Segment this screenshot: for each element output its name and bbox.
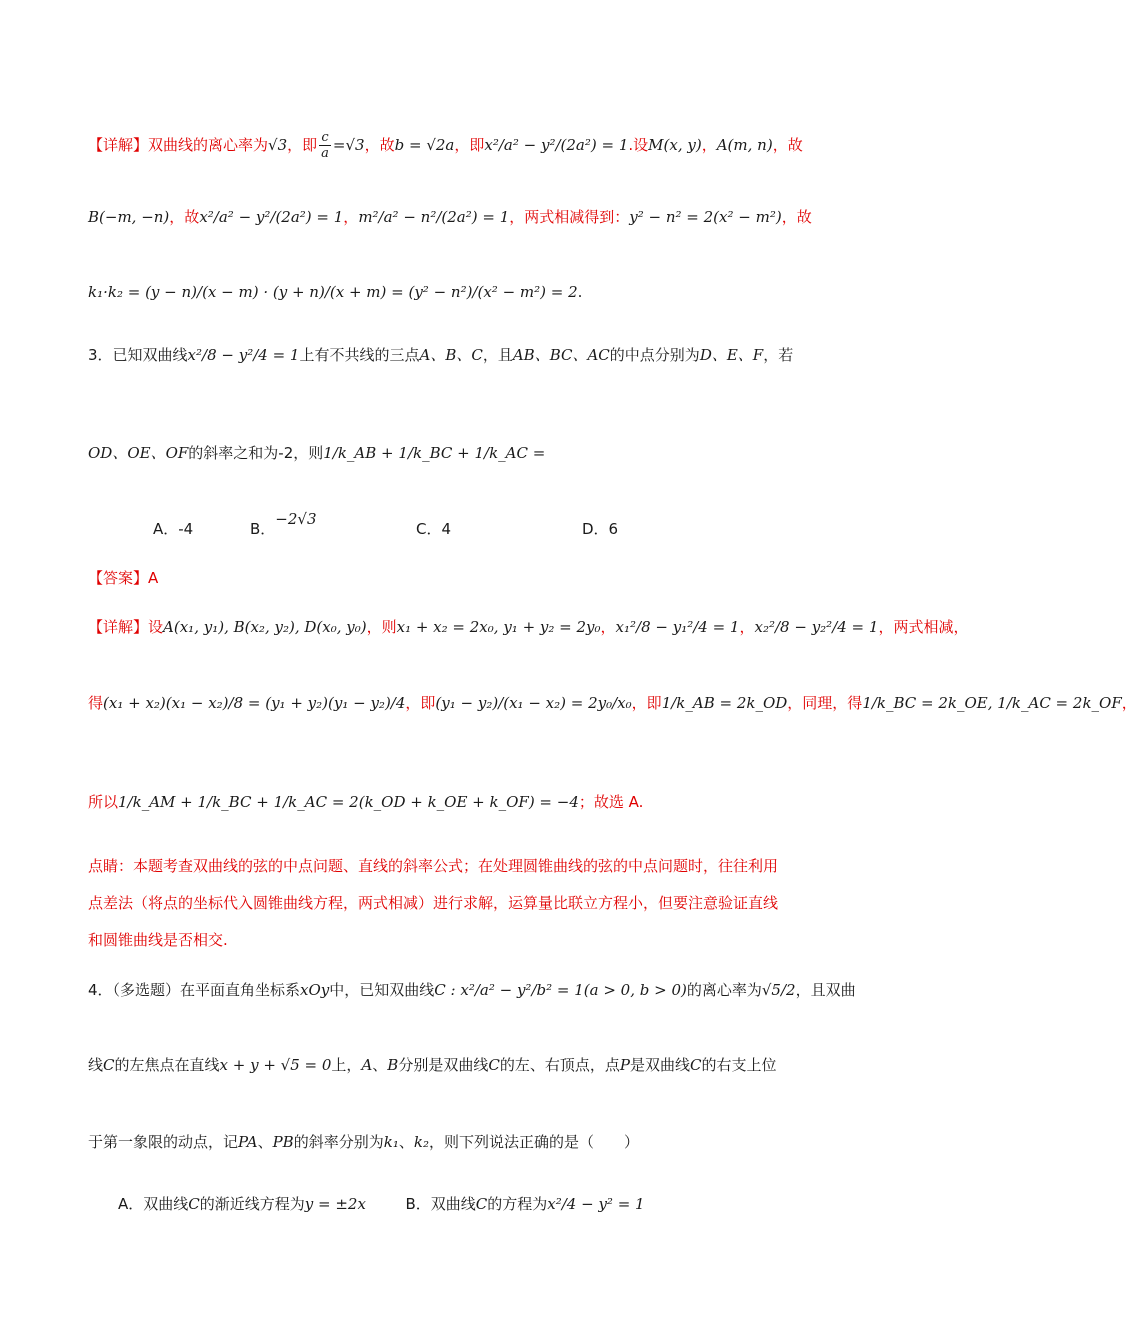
- hyperbola-equation: x²/a² − y²/(2a²) = 1: [484, 136, 629, 154]
- tip-line-2: 点差法（将点的坐标代入圆锥曲线方程，两式相减）进行求解，运算量比联立方程小，但要注意验证直线: [88, 894, 779, 912]
- detail-3-line-3: 所以1/k_AM + 1/k_BC + 1/k_AC = 2(k_OD + k_OE + k_OF) = −4；故选 A.: [88, 793, 644, 811]
- answer-line: [88, 566, 890, 590]
- question-3-line-1: 3．已知双曲线x²/8 − y²/4 = 1上有不共线的三点A、B、C，且AB、BC、AC的中点分别为D、E、F，若: [88, 346, 794, 364]
- detail-tag: 【详解】: [88, 136, 149, 154]
- question-3-line-2: OD、OE、OF的斜率之和为-2，则1/k_AB + 1/k_BC + 1/k_AC =: [88, 444, 546, 462]
- solution-line-1: 【详解】双曲线的离心率为√3，即 $\frac{c}{a}$ =√3，故b = √2a，即x²/a² − y²/(2a²) = 1.设M(x, y)，A(m, n)，故: [88, 130, 803, 161]
- question-4-line-3: 于第一象限的动点，记PA、PB的斜率分别为k₁、k₂，则下列说法正确的是（ ）: [88, 1133, 639, 1151]
- question-3-number: 3．已知双曲线: [88, 346, 188, 364]
- answer-value: A: [148, 569, 159, 587]
- detail-tag: 【详解】: [88, 618, 149, 636]
- tip-line-3: 和圆锥曲线是否相交.: [88, 931, 228, 949]
- detail-3-line-1: 【详解】设A(x₁, y₁), B(x₂, y₂), D(x₀, y₀)，则x₁ + x₂ = 2x₀, y₁ + y₂ = 2y₀，x₁²/8 − y₁²/4 = 1，x₂²/8 − y₂²/4 = 1，两式相减，: [88, 618, 969, 636]
- option-c[interactable]: C．4: [416, 520, 452, 538]
- solution-line-3: k₁·k₂ = (y − n)/(x − m) · (y + n)/(x + m) = (y² − n²)/(x² − m²) = 2.: [88, 283, 583, 301]
- slope-product-equation: k₁·k₂ = (y − n)/(x − m) · (y + n)/(x + m) = (y² − n²)/(x² − m²) = 2: [88, 283, 578, 301]
- question-4-number: 4．（多选题）在平面直角坐标系: [88, 981, 301, 999]
- option-b[interactable]: B．双曲线C的方程为x²/4 − y² = 1: [405, 1195, 645, 1213]
- question-4-line-2: 线C的左焦点在直线x + y + √5 = 0上，A、B分别是双曲线C的左、右顶点，点P是双曲线C的右支上位: [88, 1056, 777, 1074]
- option-a[interactable]: A．双曲线C的渐近线方程为y = ±2x: [118, 1195, 366, 1213]
- question-3-options: [88, 510, 890, 541]
- question-4-options: [118, 1192, 890, 1216]
- option-a[interactable]: A．-4: [153, 520, 194, 538]
- question-4-line-1: 4．（多选题）在平面直角坐标系xOy中，已知双曲线C : x²/a² − y²/b² = 1(a > 0, b > 0)的离心率为√5/2，且双曲: [88, 981, 856, 999]
- detail-3-line-2: 得(x₁ + x₂)(x₁ − x₂)/8 = (y₁ + y₂)(y₁ − y₂)/4，即(y₁ − y₂)/(x₁ − x₂) = 2y₀/x₀，即1/k_AB = 2k_OD，同理，得1/k_BC = 2k_OE, 1/k_AC = 2k_OF，: [88, 694, 1137, 712]
- tip-line-1: 点睛：本题考查双曲线的弦的中点问题、直线的斜率公式；在处理圆锥曲线的弦的中点问题时，往往利用: [88, 857, 779, 875]
- solution-line-2: B(−m, −n)，故x²/a² − y²/(2a²) = 1，m²/a² − n²/(2a²) = 1，两式相减得到：y² − n² = 2(x² − m²)，故: [88, 208, 812, 226]
- reciprocal-slope-sum: 1/k_AB + 1/k_BC + 1/k_AC =: [323, 444, 546, 462]
- option-b[interactable]: B．−2√3: [250, 510, 317, 538]
- answer-tag: 【答案】: [88, 569, 149, 587]
- fraction-c-over-a: $\frac{c}{a}$: [321, 130, 329, 161]
- option-d[interactable]: D．6: [582, 520, 619, 538]
